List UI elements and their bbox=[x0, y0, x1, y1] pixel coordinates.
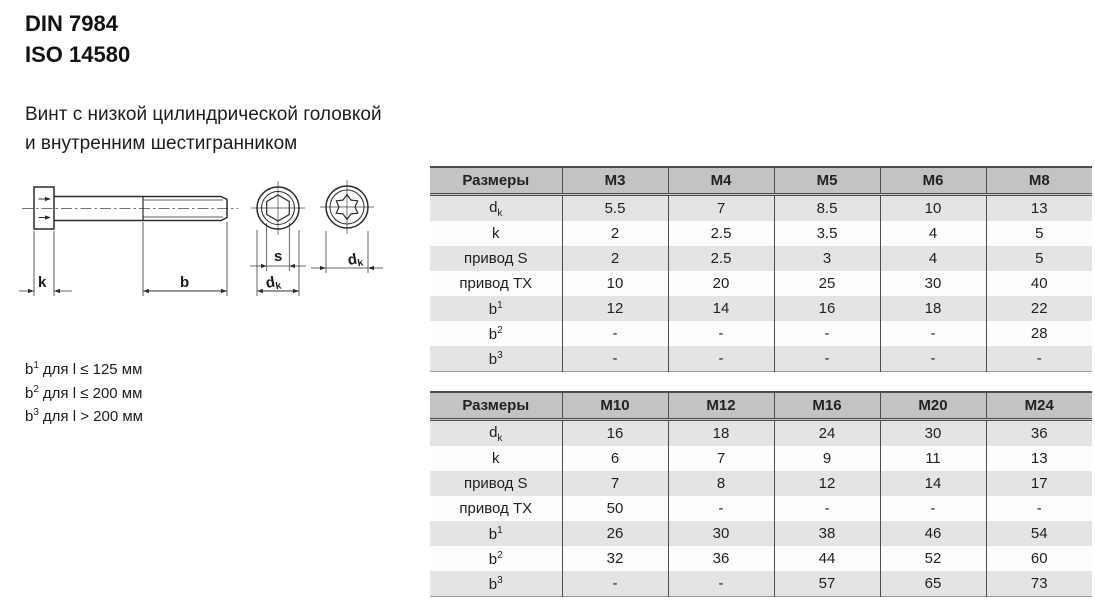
table-row bbox=[430, 496, 1092, 521]
row-label: привод S bbox=[430, 246, 562, 271]
header-cell: M10 bbox=[562, 392, 668, 420]
value-cell: 4 bbox=[880, 221, 986, 246]
header-cell: M4 bbox=[668, 167, 774, 195]
value-cell: 4 bbox=[880, 246, 986, 271]
value-cell: 12 bbox=[774, 471, 880, 496]
value-cell: 10 bbox=[880, 195, 986, 222]
table-row bbox=[430, 246, 1092, 271]
value-cell: 13 bbox=[986, 195, 1092, 222]
row-label: $b^1$ bbox=[430, 296, 562, 321]
table-row bbox=[430, 221, 1092, 246]
value-cell: - bbox=[986, 496, 1092, 521]
value-cell: 13 bbox=[986, 446, 1092, 471]
header-cell-label: Размеры bbox=[430, 392, 562, 420]
value-cell: 7 bbox=[668, 446, 774, 471]
row-label: k bbox=[430, 446, 562, 471]
value-cell: 8.5 bbox=[774, 195, 880, 222]
value-cell: 12 bbox=[562, 296, 668, 321]
din-standard-title: DIN 7984 bbox=[25, 11, 118, 36]
table-row bbox=[430, 195, 1092, 222]
dim-label-k: k bbox=[38, 274, 47, 291]
header-cell: M6 bbox=[880, 167, 986, 195]
table-row bbox=[430, 346, 1092, 372]
value-cell: 8 bbox=[668, 471, 774, 496]
row-label: $b^3$ bbox=[430, 571, 562, 597]
value-cell: 3 bbox=[774, 246, 880, 271]
value-cell: 3.5 bbox=[774, 221, 880, 246]
standard-titles bbox=[25, 8, 130, 70]
value-cell: - bbox=[880, 321, 986, 346]
value-cell: 18 bbox=[880, 296, 986, 321]
value-cell: 26 bbox=[562, 521, 668, 546]
value-cell: 20 bbox=[668, 271, 774, 296]
table-row bbox=[430, 420, 1092, 447]
value-cell: 44 bbox=[774, 546, 880, 571]
footnotes-block bbox=[25, 356, 143, 427]
header-cell: M16 bbox=[774, 392, 880, 420]
value-cell: - bbox=[986, 346, 1092, 372]
value-cell: 57 bbox=[774, 571, 880, 597]
value-cell: 30 bbox=[880, 271, 986, 296]
value-cell: - bbox=[774, 321, 880, 346]
value-cell: - bbox=[668, 571, 774, 597]
value-cell: 5.5 bbox=[562, 195, 668, 222]
value-cell: 32 bbox=[562, 546, 668, 571]
row-label: привод TX bbox=[430, 496, 562, 521]
value-cell: 24 bbox=[774, 420, 880, 447]
value-cell: 2 bbox=[562, 221, 668, 246]
value-cell: 52 bbox=[880, 546, 986, 571]
dimensions-table-m10-m24-wrap bbox=[430, 391, 1092, 597]
value-cell: 2 bbox=[562, 246, 668, 271]
value-cell: 60 bbox=[986, 546, 1092, 571]
value-cell: 5 bbox=[986, 246, 1092, 271]
row-label: k bbox=[430, 221, 562, 246]
value-cell: 22 bbox=[986, 296, 1092, 321]
table-row bbox=[430, 546, 1092, 571]
header-cell: M24 bbox=[986, 392, 1092, 420]
value-cell: 16 bbox=[774, 296, 880, 321]
value-cell: 10 bbox=[562, 271, 668, 296]
row-label: $b^2$ bbox=[430, 321, 562, 346]
value-cell: 50 bbox=[562, 496, 668, 521]
header-cell: M12 bbox=[668, 392, 774, 420]
value-cell: 16 bbox=[562, 420, 668, 447]
product-description bbox=[25, 100, 382, 158]
description-line-2: и внутренним шестигранником bbox=[25, 133, 298, 154]
row-label: привод TX bbox=[430, 271, 562, 296]
value-cell: 30 bbox=[668, 521, 774, 546]
value-cell: 2.5 bbox=[668, 221, 774, 246]
dimensions-table-m3-m8 bbox=[430, 166, 1092, 372]
dim-label-s: s bbox=[274, 248, 283, 265]
value-cell: 14 bbox=[668, 296, 774, 321]
value-cell: 25 bbox=[774, 271, 880, 296]
dim-label-b: b bbox=[180, 274, 190, 291]
value-cell: 9 bbox=[774, 446, 880, 471]
footnote: $b^2$ для l ≤ 200 мм bbox=[25, 383, 143, 402]
description-line-1: Винт с низкой цилиндрической головкой bbox=[25, 104, 382, 125]
table-row bbox=[430, 271, 1092, 296]
value-cell: 18 bbox=[668, 420, 774, 447]
value-cell: 54 bbox=[986, 521, 1092, 546]
value-cell: - bbox=[562, 346, 668, 372]
value-cell: - bbox=[880, 496, 986, 521]
value-cell: 40 bbox=[986, 271, 1092, 296]
value-cell: 17 bbox=[986, 471, 1092, 496]
footnote: $b^1$ для l ≤ 125 мм bbox=[25, 360, 143, 378]
value-cell: 36 bbox=[986, 420, 1092, 447]
header-cell: M8 bbox=[986, 167, 1092, 195]
screw-head-outline bbox=[34, 187, 54, 229]
table-row bbox=[430, 296, 1092, 321]
value-cell: 7 bbox=[562, 471, 668, 496]
value-cell: 65 bbox=[880, 571, 986, 597]
value-cell: 14 bbox=[880, 471, 986, 496]
table-row bbox=[430, 321, 1092, 346]
table-header-row bbox=[430, 167, 1092, 195]
value-cell: - bbox=[668, 321, 774, 346]
end-view-torx-socket bbox=[320, 180, 374, 234]
value-cell: 28 bbox=[986, 321, 1092, 346]
row-label: $d_k$ bbox=[430, 195, 562, 222]
value-cell: - bbox=[562, 571, 668, 597]
header-cell: M20 bbox=[880, 392, 986, 420]
table-row bbox=[430, 471, 1092, 496]
value-cell: - bbox=[562, 321, 668, 346]
dim-label-dk-right: $d_k$ bbox=[346, 250, 365, 270]
value-cell: 38 bbox=[774, 521, 880, 546]
value-cell: - bbox=[880, 346, 986, 372]
row-label: привод S bbox=[430, 471, 562, 496]
dimensions-table-m10-m24 bbox=[430, 391, 1092, 597]
table-row bbox=[430, 571, 1092, 597]
footnote: $b^3$ для l > 200 мм bbox=[25, 407, 143, 425]
row-label: $b^2$ bbox=[430, 546, 562, 571]
value-cell: 73 bbox=[986, 571, 1092, 597]
value-cell: - bbox=[668, 346, 774, 372]
value-cell: 11 bbox=[880, 446, 986, 471]
value-cell: 2.5 bbox=[668, 246, 774, 271]
table-row bbox=[430, 521, 1092, 546]
value-cell: 36 bbox=[668, 546, 774, 571]
dim-label-dk-left: $d_k$ bbox=[264, 273, 283, 293]
technical-drawing bbox=[10, 170, 400, 305]
header-cell: M5 bbox=[774, 167, 880, 195]
header-cell-label: Размеры bbox=[430, 167, 562, 195]
value-cell: 5 bbox=[986, 221, 1092, 246]
value-cell: - bbox=[774, 346, 880, 372]
value-cell: 7 bbox=[668, 195, 774, 222]
value-cell: - bbox=[774, 496, 880, 521]
table-row bbox=[430, 446, 1092, 471]
header-cell: M3 bbox=[562, 167, 668, 195]
value-cell: - bbox=[668, 496, 774, 521]
iso-standard-title: ISO 14580 bbox=[25, 42, 131, 67]
value-cell: 46 bbox=[880, 521, 986, 546]
value-cell: 6 bbox=[562, 446, 668, 471]
row-label: $d_k$ bbox=[430, 420, 562, 447]
value-cell: 30 bbox=[880, 420, 986, 447]
dimensions-table-m3-m8-wrap bbox=[430, 166, 1092, 372]
table-header-row bbox=[430, 392, 1092, 420]
row-label: $b^3$ bbox=[430, 346, 562, 372]
row-label: $b^1$ bbox=[430, 521, 562, 546]
end-view-hex-socket bbox=[251, 181, 305, 235]
